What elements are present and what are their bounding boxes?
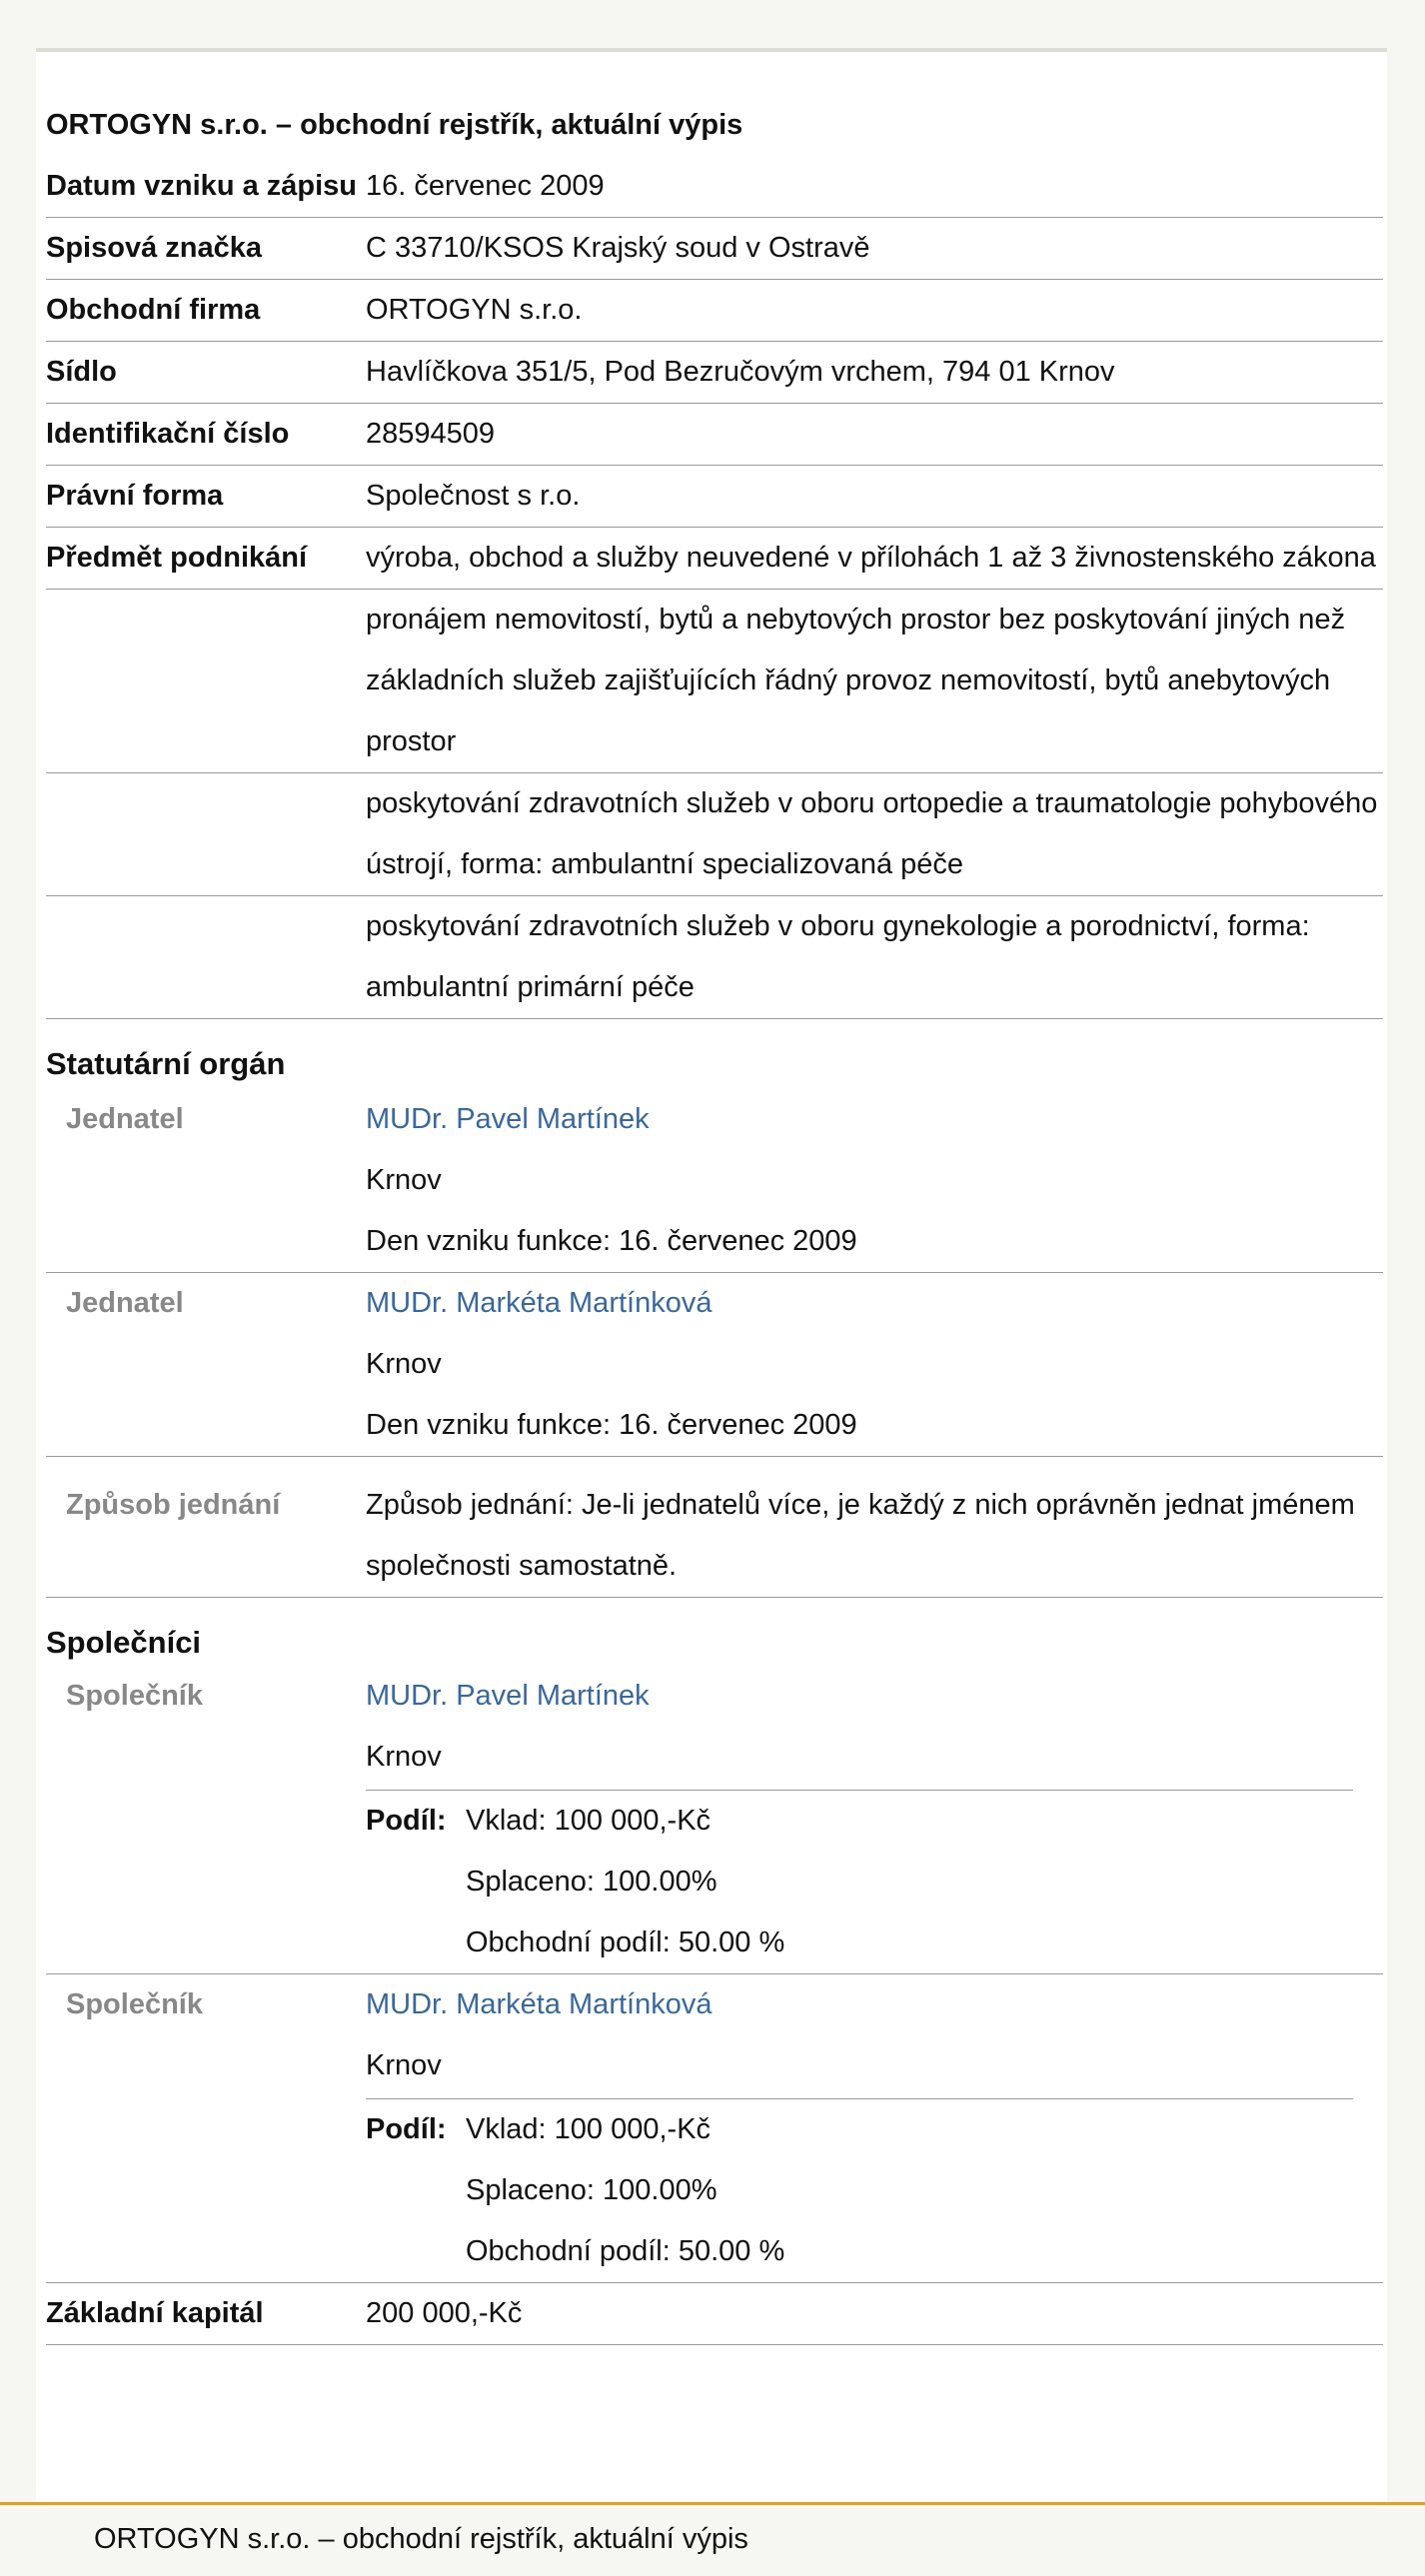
partner-share xyxy=(366,1790,1353,1973)
share-label: Podíl: xyxy=(366,2113,447,2145)
partner-details xyxy=(366,1974,1383,2282)
share-paid: Splaceno: 100.00% xyxy=(466,1866,717,1898)
share-deposit: Vklad: 100 000,-Kč xyxy=(466,2113,712,2145)
row-business-activity-1 xyxy=(46,528,1383,590)
partner-name-link[interactable]: MUDr. Markéta Martínková xyxy=(366,1988,712,2020)
member-role: Jednatel xyxy=(66,1287,184,1319)
member-role: Jednatel xyxy=(66,1103,184,1135)
statutory-member xyxy=(46,1089,1383,1273)
business-name-label: Obchodní firma xyxy=(46,294,261,326)
member-details xyxy=(366,1273,1383,1456)
share-label: Podíl: xyxy=(366,1805,447,1837)
partner-share xyxy=(366,2098,1353,2282)
registered-capital-label: Základní kapitál xyxy=(46,2297,264,2329)
file-number-value: C 33710/KSOS Krajský soud v Ostravě xyxy=(366,232,870,264)
registration-date-label: Datum vzniku a zápisu xyxy=(46,170,358,202)
row-file-number xyxy=(46,218,1383,280)
partner-city: Krnov xyxy=(366,1741,442,1773)
business-activity-item: pronájem nemovitostí, bytů a nebytových prostor bez poskytování jiných než základních služeb zajišťujících řádný provoz nemovitostí, bytů anebytových prostor xyxy=(366,604,1346,757)
footer-text: ORTOGYN s.r.o. – obchodní rejstřík, aktuální výpis xyxy=(94,2523,748,2555)
member-city: Krnov xyxy=(366,1164,442,1196)
register-content xyxy=(46,94,1383,2345)
business-activity-item: poskytování zdravotních služeb v oboru ortopedie a traumatologie pohybového ústrojí, forma: ambulantní specializovaná péče xyxy=(366,787,1378,880)
row-business-activity-3 xyxy=(46,773,1383,896)
statutory-body-heading: Statutární orgán xyxy=(46,1046,286,1081)
row-registered-capital xyxy=(46,2283,1383,2345)
empty-label xyxy=(46,590,366,772)
row-business-activity-4 xyxy=(46,896,1383,1019)
partner xyxy=(46,1666,1383,1974)
statutory-member xyxy=(46,1273,1383,1457)
business-activity-item: poskytování zdravotních služeb v oboru gynekologie a porodnictví, forma: ambulantní primární péče xyxy=(366,910,1310,1003)
partners-heading: Společníci xyxy=(46,1625,202,1660)
empty-label xyxy=(46,773,366,895)
registered-capital-value: 200 000,-Kč xyxy=(366,2297,523,2329)
row-registration-date xyxy=(46,156,1383,218)
partner-role: Společník xyxy=(66,1680,203,1712)
acting-method xyxy=(46,1457,1383,1598)
share-ownership: Obchodní podíl: 50.00 % xyxy=(466,2235,785,2267)
seat-value: Havlíčkova 351/5, Pod Bezručovým vrchem, 794 01 Krnov xyxy=(366,356,1115,388)
member-name-link[interactable]: MUDr. Markéta Martínková xyxy=(366,1287,712,1319)
business-name-value: ORTOGYN s.r.o. xyxy=(366,294,583,326)
row-id-number xyxy=(46,404,1383,466)
id-number-label: Identifikační číslo xyxy=(46,418,290,450)
row-business-name xyxy=(46,280,1383,342)
partner-city: Krnov xyxy=(366,2049,442,2081)
seat-label: Sídlo xyxy=(46,356,117,388)
row-business-activity-2 xyxy=(46,590,1383,773)
acting-method-label: Způsob jednání xyxy=(66,1489,281,1521)
partner-name-link[interactable]: MUDr. Pavel Martínek xyxy=(366,1680,650,1712)
row-seat xyxy=(46,342,1383,404)
page-footer xyxy=(0,2502,1425,2576)
acting-method-text: Způsob jednání: Je-li jednatelů více, je každý z nich oprávněn jednat jménem společnosti samostatně. xyxy=(366,1489,1355,1582)
register-card xyxy=(36,48,1387,2502)
business-activity-item: výroba, obchod a služby neuvedené v přílohách 1 až 3 živnostenského zákona xyxy=(366,542,1376,574)
business-activity-label: Předmět podnikání xyxy=(46,542,308,574)
share-deposit: Vklad: 100 000,-Kč xyxy=(466,1805,712,1837)
partner-role: Společník xyxy=(66,1988,203,2020)
row-legal-form xyxy=(46,466,1383,528)
partner-details xyxy=(366,1666,1383,1973)
member-name-link[interactable]: MUDr. Pavel Martínek xyxy=(366,1103,650,1135)
legal-form-value: Společnost s r.o. xyxy=(366,480,581,512)
id-number-value: 28594509 xyxy=(366,418,496,450)
member-since: Den vzniku funkce: 16. červenec 2009 xyxy=(366,1225,857,1257)
empty-label xyxy=(46,896,366,1018)
file-number-label: Spisová značka xyxy=(46,232,262,264)
partner xyxy=(46,1974,1383,2283)
share-paid: Splaceno: 100.00% xyxy=(466,2174,717,2206)
member-city: Krnov xyxy=(366,1348,442,1380)
member-details xyxy=(366,1089,1383,1272)
page-title: ORTOGYN s.r.o. – obchodní rejstřík, aktuální výpis xyxy=(46,109,743,141)
share-ownership: Obchodní podíl: 50.00 % xyxy=(466,1927,785,1958)
share-values xyxy=(466,2099,1353,2282)
legal-form-label: Právní forma xyxy=(46,480,224,512)
share-values xyxy=(466,1791,1353,1973)
registration-date-value: 16. červenec 2009 xyxy=(366,170,605,202)
member-since: Den vzniku funkce: 16. červenec 2009 xyxy=(366,1409,857,1441)
